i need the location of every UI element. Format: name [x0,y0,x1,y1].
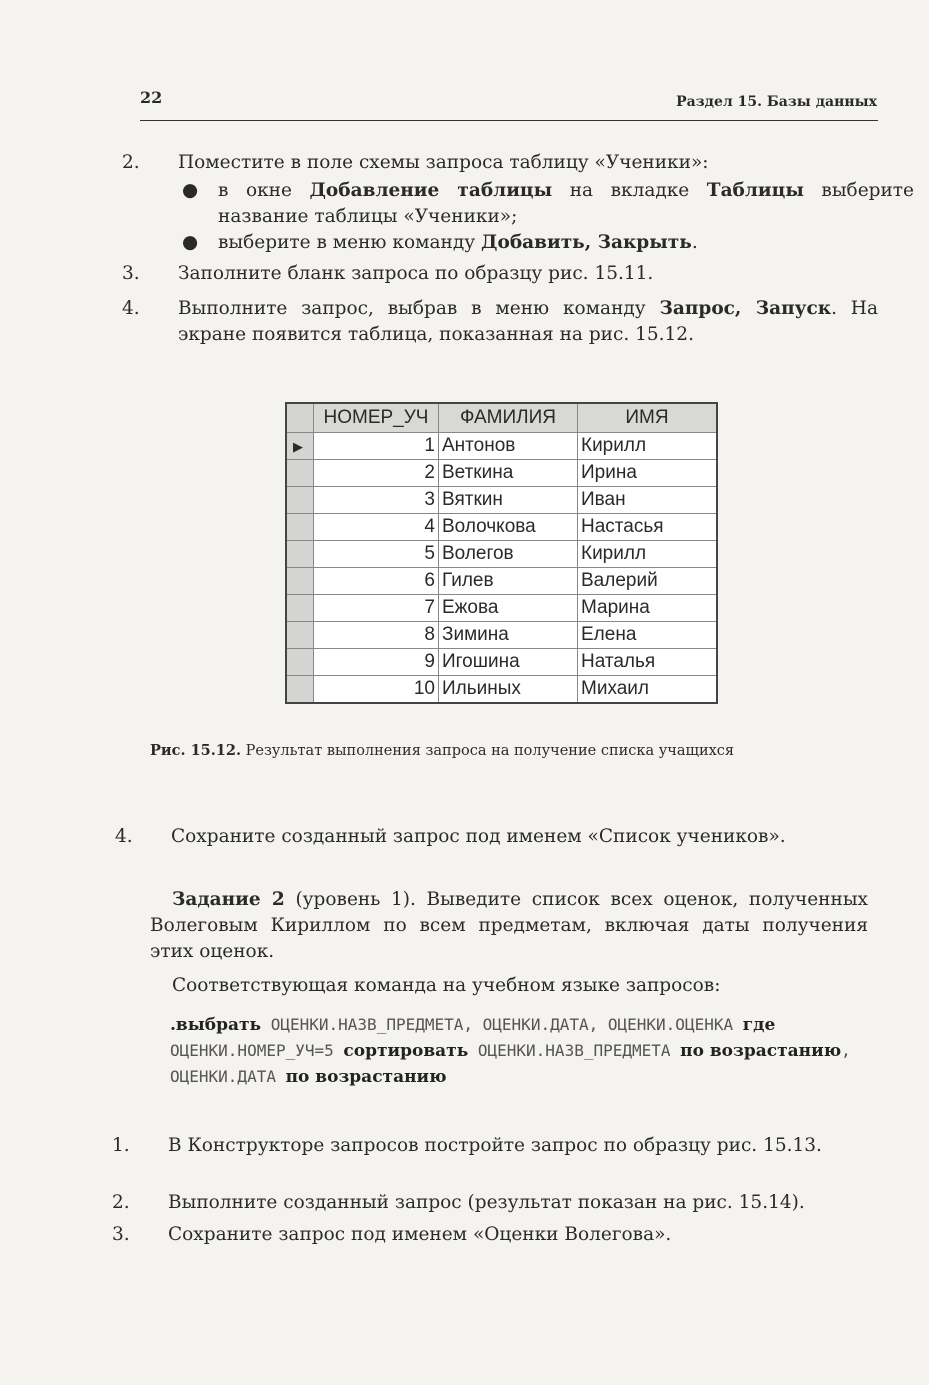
row-selector[interactable] [286,622,314,649]
row-selector[interactable] [286,568,314,595]
bullet-2: ● выберите в меню команду Добавить, Закрыть. [182,230,914,256]
row-selector[interactable] [286,595,314,622]
table-cell[interactable]: Ирина [578,460,718,487]
row-selector[interactable] [286,460,314,487]
column-header[interactable]: ФАМИЛИЯ [439,403,578,433]
row-selector-header [286,403,314,433]
figure-caption: Рис. 15.12. Результат выполнения запроса на получение списка учащихся [150,742,735,759]
query-code [170,1012,870,1090]
query-keyword: по возрастанию [680,1041,842,1061]
step-3: 3. Заполните бланк запроса по образцу рис. 15.11. [122,263,654,284]
step-b3: 3. Сохраните запрос под именем «Оценки Волегова». [112,1224,672,1245]
table-cell[interactable]: Игошина [439,649,578,676]
table-row[interactable] [286,649,717,676]
row-selector[interactable] [286,676,314,704]
query-keyword: .выбрать [170,1015,262,1035]
table-row[interactable] [286,433,717,460]
query-field: ОЦЕНКИ.НАЗВ_ПРЕДМЕТА [468,1041,681,1060]
table-row[interactable] [286,460,717,487]
header-rule [140,120,878,121]
table-row[interactable] [286,541,717,568]
row-selector[interactable] [286,541,314,568]
row-selector[interactable] [286,433,314,460]
row-selector[interactable] [286,514,314,541]
table-cell[interactable]: Ильиных [439,676,578,704]
bullet-1: ● в окне Добавление таблицы на вкладке Таблицы выберите название таблицы «Ученики»; [182,180,914,227]
table-cell[interactable]: Вяткин [439,487,578,514]
table-cell[interactable]: Иван [578,487,718,514]
column-header[interactable]: ИМЯ [578,403,718,433]
current-row-icon: ▶ [293,439,303,454]
table-cell[interactable]: Антонов [439,433,578,460]
table-cell[interactable]: 3 [314,487,439,514]
table-row[interactable] [286,622,717,649]
table-cell[interactable]: 8 [314,622,439,649]
task-2: Задание 2 (уровень 1). Выведите список всех оценок, полученных Волеговым Кириллом по всем предметам, включая даты получения этих оценок. [150,889,868,962]
table-cell[interactable]: Марина [578,595,718,622]
step-save: 4. Сохраните созданный запрос под именем «Список учеников». [115,826,786,847]
table-row[interactable] [286,568,717,595]
command-intro: Соответствующая команда на учебном языке запросов: [172,975,721,996]
query-field: ОЦЕНКИ.НАЗВ_ПРЕДМЕТА, ОЦЕНКИ.ДАТА, ОЦЕНКИ.ОЦЕНКА [261,1015,743,1034]
query-field: , ОЦЕНКИ.ДАТА [170,1041,851,1086]
step-b2: 2. Выполните созданный запрос (результат показан на рис. 15.14). [112,1192,805,1213]
table-cell[interactable]: Гилев [439,568,578,595]
row-selector[interactable] [286,649,314,676]
step-2: 2. Поместите в поле схемы запроса таблицу «Ученики»: [122,152,709,173]
step-b1: 1. В Конструкторе запросов постройте запрос по образцу рис. 15.13. [112,1135,822,1156]
bullet-icon: ● [182,232,199,253]
table-cell[interactable]: 2 [314,460,439,487]
row-selector[interactable] [286,487,314,514]
table-cell[interactable]: 5 [314,541,439,568]
query-field: ОЦЕНКИ.НОМЕР_УЧ=5 [170,1041,344,1060]
table-row[interactable] [286,487,717,514]
table-cell[interactable]: Ежова [439,595,578,622]
bullet-icon: ● [182,180,199,201]
table-cell[interactable]: Михаил [578,676,718,704]
table-row[interactable] [286,514,717,541]
step-4: 4. Выполните запрос, выбрав в меню команду Запрос, Запуск. На экране появится таблица, показанная на рис. 15.12. [122,298,878,345]
table-cell[interactable]: Кирилл [578,433,718,460]
query-keyword: сортировать [343,1041,469,1061]
table-cell[interactable]: Волегов [439,541,578,568]
table-cell[interactable]: 9 [314,649,439,676]
table-cell[interactable]: Елена [578,622,718,649]
running-header: Раздел 15. Базы данных [676,94,877,110]
query-result-table [285,402,718,704]
table-cell[interactable]: 6 [314,568,439,595]
table-cell[interactable]: 4 [314,514,439,541]
table-cell[interactable]: 7 [314,595,439,622]
table-cell[interactable]: Настасья [578,514,718,541]
table-row[interactable] [286,595,717,622]
table-cell[interactable]: Веткина [439,460,578,487]
query-keyword: где [742,1015,776,1035]
query-keyword: по возрастанию [285,1067,447,1087]
table-cell[interactable]: Кирилл [578,541,718,568]
table-row[interactable] [286,676,717,704]
table-cell[interactable]: Зимина [439,622,578,649]
table-cell[interactable]: Волочкова [439,514,578,541]
table-cell[interactable]: Валерий [578,568,718,595]
table-cell[interactable]: 10 [314,676,439,704]
column-header[interactable]: НОМЕР_УЧ [314,403,439,433]
table-cell[interactable]: Наталья [578,649,718,676]
table-cell[interactable]: 1 [314,433,439,460]
page-number: 22 [140,88,163,107]
